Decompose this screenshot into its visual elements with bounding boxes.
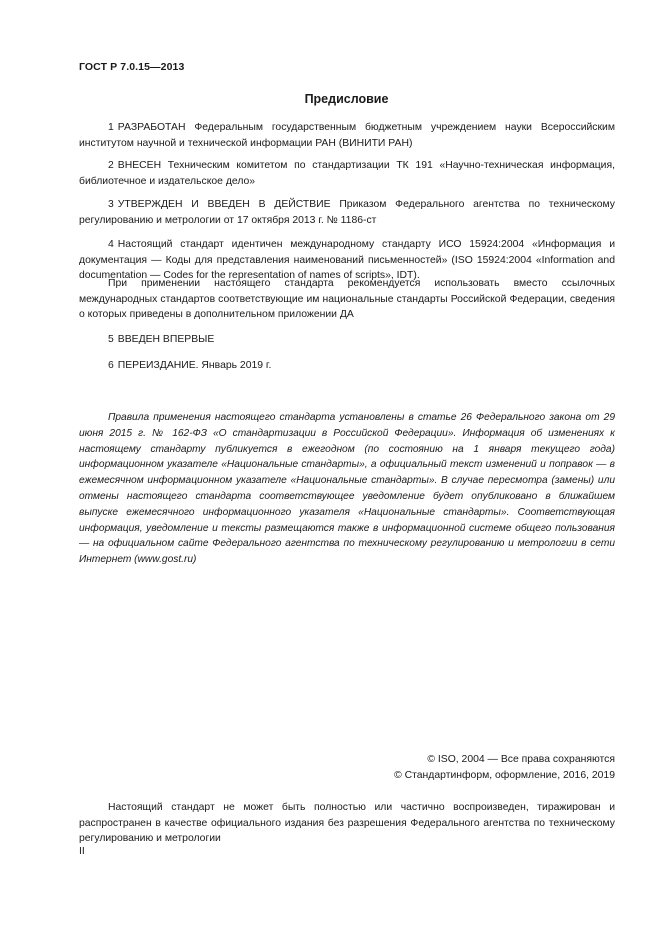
preface-item-1: [79, 120, 615, 151]
preface-item-5: [79, 332, 615, 348]
copyright-standartinform: © Стандартинформ, оформление, 2016, 2019: [394, 770, 615, 781]
document-code: ГОСТ Р 7.0.15—2013: [79, 61, 185, 73]
item-number: 3: [108, 199, 114, 210]
item-number: 2: [108, 160, 114, 171]
reproduction-notice: Настоящий стандарт не может быть полностью или частично воспроизведен, тиражирован и распространен в качестве официального издания без разрешения Федерального агентства по техническому регулированию и метрологии: [79, 802, 615, 845]
preface-item-6: [79, 358, 615, 374]
copyright-iso: © ISO, 2004 — Все права сохраняются: [427, 754, 615, 765]
item-text: ВНЕСЕН Техническим комитетом по стандартизации ТК 191 «Научно-техническая информация, библиотечное и издательское дело»: [79, 160, 615, 187]
item-text: УТВЕРЖДЕН И ВВЕДЕН В ДЕЙСТВИЕ Приказом Федерального агентства по техническому регулированию и метрологии от 17 октября 2013 г. № 1186-ст: [79, 199, 615, 226]
item-number: 6: [108, 360, 114, 371]
item-text: РАЗРАБОТАН Федеральным государственным бюджетным учреждением науки Всероссийским институтом научной и технической информации РАН (ВИНИТИ РАН): [79, 122, 615, 149]
item-number: 1: [108, 122, 114, 133]
preface-item-2: [79, 158, 615, 189]
item-text: Настоящий стандарт идентичен международному стандарту ИСО 15924:2004 «Информация и документация — Коды для представления наименований письменностей» (ISO 15924:2004 «Information and documentation — Codes for the representation of names of scripts», IDT).: [79, 239, 615, 282]
item-text: ВВЕДЕН ВПЕРВЫЕ: [117, 334, 215, 345]
item-number: 4: [108, 239, 114, 250]
item-text: ПЕРЕИЗДАНИЕ. Январь 2019 г.: [117, 360, 272, 371]
page-title: Предисловие: [304, 92, 389, 106]
preface-item-4-note: При применении настоящего стандарта рекомендуется использовать вместо ссылочных международных стандартов соответствующие им национальные стандарты Российской Федерации, сведения о которых приведены в дополнительном приложении ДА: [79, 278, 615, 321]
item-number: 5: [108, 334, 114, 345]
preface-item-3: [79, 197, 615, 228]
page-number: II: [79, 846, 85, 857]
rules-notice: Правила применения настоящего стандарта установлены в статье 26 Федерального закона от 29 июня 2015 г. № 162-ФЗ «О стандартизации в Российской Федерации». Информация об изменениях к настоящему стандарту публикуется в ежегодном (по состоянию на 1 января текущего года) информационном указателе «Национальные стандарты», а официальный текст изменений и поправок — в ежемесячном информационном указателе «Национальные стандарты». В случае пересмотра (замены) или отмены настоящего стандарта соответствующее уведомление будет опубликовано в ближайшем выпуске ежемесячного информационного указателя «Национальные стандарты». Соответствующая информация, уведомление и тексты размещаются также в информационной системе общего пользования — на официальном сайте Федерального агентства по техническому регулированию и метрологии в сети Интернет (www.gost.ru): [79, 412, 615, 566]
